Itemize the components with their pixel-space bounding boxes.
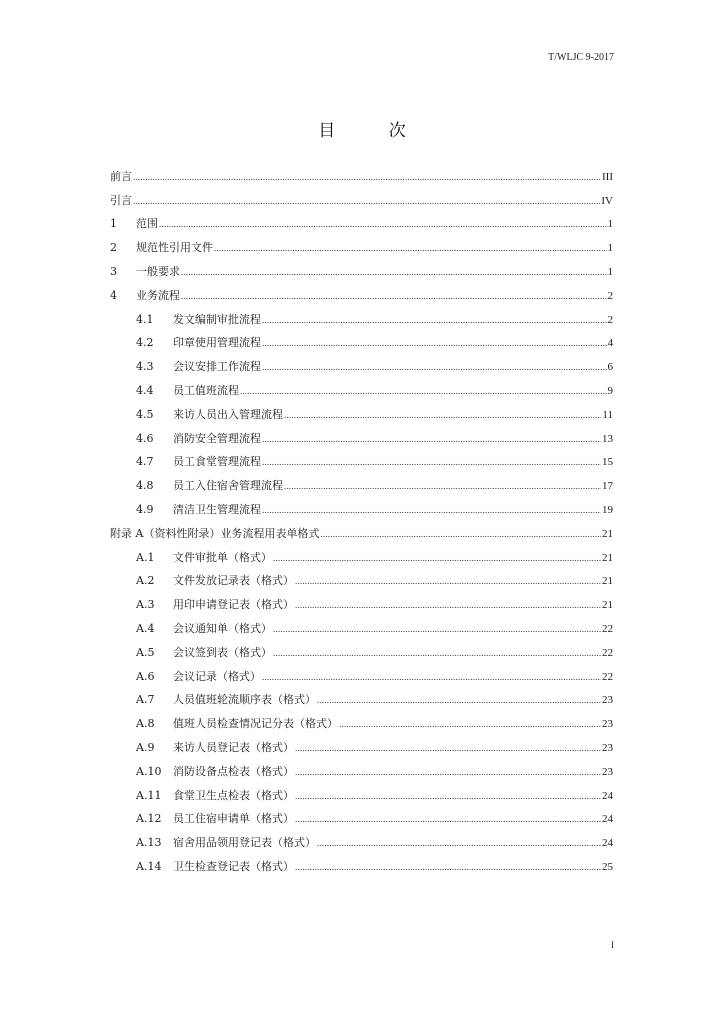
dot-leader	[262, 360, 607, 374]
toc-entry[interactable]	[110, 689, 613, 713]
dot-leader	[262, 336, 607, 350]
toc-entry[interactable]	[110, 403, 613, 427]
toc-entry-label: 食堂卫生点检表（格式）	[173, 788, 294, 802]
document-code: T/WLJC 9-2017	[548, 52, 614, 63]
toc-entry-number: A.13	[136, 836, 162, 850]
toc-entry-number: A.8	[136, 717, 155, 731]
dot-leader	[133, 170, 601, 184]
toc-entry-label: 引言	[110, 193, 132, 207]
toc-entry[interactable]	[110, 712, 613, 736]
toc-entry-label: 一般要求	[136, 265, 180, 279]
toc-entry-page: 2	[607, 289, 613, 302]
toc-entry-page: III	[602, 170, 613, 183]
toc-entry[interactable]	[110, 617, 613, 641]
toc-entry[interactable]	[110, 332, 613, 356]
toc-entry-label: 宿舍用品领用登记表（格式）	[173, 836, 316, 850]
dot-leader	[262, 432, 601, 446]
toc-entry[interactable]	[110, 165, 613, 189]
toc-entry-label: 来访人员登记表（格式）	[173, 741, 294, 755]
toc-entry-label: 印章使用管理流程	[173, 336, 261, 350]
toc-entry-page: 21	[602, 551, 613, 564]
toc-entry-page: 15	[602, 456, 613, 469]
toc-entry[interactable]	[110, 546, 613, 570]
toc-entry-number: 4.9	[136, 503, 154, 517]
dot-leader	[214, 241, 607, 255]
dot-leader	[320, 527, 601, 541]
toc-entry-page: 1	[607, 242, 613, 255]
toc-entry-number: 4.8	[136, 479, 154, 493]
toc-entry-label: 卫生检查登记表（格式）	[173, 860, 294, 873]
toc-entry-number: A.14	[136, 860, 162, 873]
toc-entry-label: 员工食堂管理流程	[173, 455, 261, 469]
dot-leader	[273, 551, 601, 565]
dot-leader	[295, 789, 601, 803]
toc-entry-page: 21	[602, 599, 613, 612]
toc-entry-label: 员工值班流程	[173, 384, 239, 398]
dot-leader	[273, 646, 601, 660]
toc-entry-label: 人员值班轮流顺序表（格式）	[173, 693, 316, 707]
toc-entry[interactable]	[110, 379, 613, 403]
toc-entry-number: 4	[110, 288, 117, 302]
toc-entry[interactable]	[110, 641, 613, 665]
toc-entry[interactable]	[110, 831, 613, 855]
dot-leader	[262, 455, 601, 469]
toc-entry-label: 会议安排工作流程	[173, 360, 261, 374]
toc-entry-number: 1	[110, 217, 117, 231]
toc-entry-page: 1	[607, 218, 613, 231]
toc-entry-page: 24	[602, 813, 613, 826]
toc-entry-label: 文件发放记录表（格式）	[173, 574, 294, 588]
toc-entry-number: 2	[110, 241, 117, 255]
toc-entry-page: 24	[602, 837, 613, 850]
toc-entry-label: 会议通知单（格式）	[173, 622, 272, 636]
toc-entry-page: 23	[602, 742, 613, 755]
dot-leader	[317, 693, 601, 707]
toc-entry-number: A.3	[136, 598, 155, 612]
toc-entry[interactable]	[110, 427, 613, 451]
toc-entry-number: A.6	[136, 669, 155, 683]
dot-leader	[295, 860, 601, 874]
toc-entry-page: 22	[602, 670, 613, 683]
toc-entry-number: 4.5	[136, 407, 154, 421]
dot-leader	[295, 598, 601, 612]
toc-entry-number: 4.1	[136, 312, 154, 326]
toc-entry-page: 19	[602, 504, 613, 517]
toc-entry[interactable]	[110, 808, 613, 832]
dot-leader	[262, 670, 601, 684]
toc-entry[interactable]	[110, 260, 613, 284]
toc-entry[interactable]	[110, 665, 613, 689]
toc-entry-page: 21	[602, 575, 613, 588]
toc-entry[interactable]	[110, 284, 613, 308]
toc-entry-page: 2	[607, 313, 613, 326]
toc-entry[interactable]	[110, 355, 613, 379]
toc-entry[interactable]	[110, 474, 613, 498]
toc-entry-page: IV	[601, 194, 613, 207]
toc-entry-page: 23	[602, 765, 613, 778]
toc-entry-number: A.4	[136, 622, 155, 636]
toc-entry[interactable]	[110, 855, 613, 879]
toc-entry[interactable]	[110, 189, 613, 213]
toc-entry-page: 24	[602, 789, 613, 802]
toc-entry-number: A.12	[136, 812, 162, 826]
toc-entry-label: 消防设备点检表（格式）	[173, 764, 294, 778]
toc-entry[interactable]	[110, 522, 613, 546]
toc-entry-label: 来访人员出入管理流程	[173, 407, 283, 421]
toc-entry-label: 附录 A（资料性附录）业务流程用表单格式	[110, 526, 320, 540]
dot-leader	[262, 503, 601, 517]
dot-leader	[284, 479, 601, 493]
toc-entry-number: 4.3	[136, 360, 154, 374]
dot-leader	[273, 622, 601, 636]
dot-leader	[295, 812, 601, 826]
toc-entry-page: 9	[607, 385, 613, 398]
dot-leader	[317, 836, 601, 850]
toc-entry-page: 23	[602, 718, 613, 731]
toc-entry[interactable]	[110, 784, 613, 808]
toc-entry-page: 6	[607, 361, 613, 374]
toc-entry-label: 业务流程	[136, 288, 180, 302]
toc-entry[interactable]	[110, 498, 613, 522]
toc-entry-page: 13	[602, 432, 613, 445]
toc-entry-page: 4	[607, 337, 613, 350]
toc-entry-number: 4.4	[136, 384, 154, 398]
toc-entry-number: 4.2	[136, 336, 154, 350]
toc-entry-number: 4.6	[136, 431, 154, 445]
page-number: I	[611, 940, 614, 950]
toc-entry-label: 前言	[110, 169, 132, 183]
toc-entry-page: 22	[602, 623, 613, 636]
toc-entry[interactable]	[110, 760, 613, 784]
dot-leader	[295, 741, 601, 755]
toc-entry-page: 17	[602, 480, 613, 493]
toc-title: 目 次	[318, 121, 430, 141]
toc-entry-label: 值班人员检查情况记分表（格式）	[173, 717, 338, 731]
toc-entry-label: 会议签到表（格式）	[173, 645, 272, 659]
dot-leader	[159, 217, 607, 231]
toc-entry-number: A.5	[136, 645, 155, 659]
toc-entry-label: 员工住宿申请单（格式）	[173, 812, 294, 826]
toc-entry[interactable]	[110, 570, 613, 594]
toc-entry-page: 11	[602, 408, 613, 421]
toc-entry[interactable]	[110, 213, 613, 237]
toc-entry[interactable]	[110, 308, 613, 332]
dot-leader	[295, 574, 601, 588]
toc-entry-number: A.2	[136, 574, 155, 588]
toc-entry-number: A.9	[136, 741, 155, 755]
toc-entry-label: 范围	[136, 217, 158, 231]
toc-entry-number: A.11	[136, 788, 162, 802]
toc-entry[interactable]	[110, 236, 613, 260]
toc-entry-number: A.1	[136, 550, 155, 564]
dot-leader	[240, 384, 607, 398]
dot-leader	[181, 289, 607, 303]
toc-entry[interactable]	[110, 451, 613, 475]
toc-entry-label: 清洁卫生管理流程	[173, 503, 261, 517]
toc-entry-number: 3	[110, 265, 117, 279]
toc-entry[interactable]	[110, 736, 613, 760]
toc-entry-label: 规范性引用文件	[136, 241, 213, 255]
dot-leader	[284, 408, 601, 422]
toc-entry-label: 员工入住宿舍管理流程	[173, 479, 283, 493]
dot-leader	[181, 265, 607, 279]
dot-leader	[339, 717, 601, 731]
toc-entry[interactable]	[110, 593, 613, 617]
toc-entry-label: 消防安全管理流程	[173, 431, 261, 445]
toc-entry-label: 会议记录（格式）	[173, 669, 261, 683]
toc-entry-number: A.10	[136, 764, 162, 778]
toc-entry-label: 文件审批单（格式）	[173, 550, 272, 564]
dot-leader	[295, 765, 601, 779]
toc-entry-page: 21	[602, 527, 613, 540]
toc-entry-label: 用印申请登记表（格式）	[173, 598, 294, 612]
toc-entry-number: 4.7	[136, 455, 154, 469]
table-of-contents	[110, 165, 613, 879]
toc-entry-page: 23	[602, 694, 613, 707]
dot-leader	[133, 194, 600, 208]
toc-entry-label: 发文编制审批流程	[173, 312, 261, 326]
toc-entry-page: 25	[602, 861, 613, 873]
toc-entry-page: 1	[607, 266, 613, 279]
toc-entry-number: A.7	[136, 693, 155, 707]
dot-leader	[262, 313, 607, 327]
toc-entry-page: 22	[602, 646, 613, 659]
